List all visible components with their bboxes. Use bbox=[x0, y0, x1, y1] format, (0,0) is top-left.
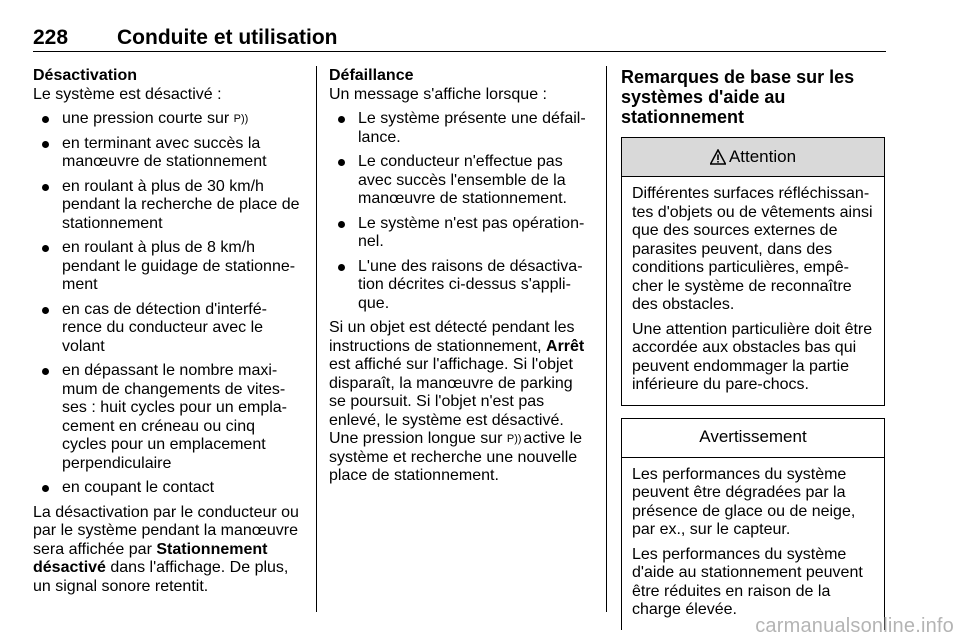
bullet-icon bbox=[42, 184, 49, 191]
bullet-icon bbox=[42, 245, 49, 252]
attention-label: Attention bbox=[728, 146, 797, 166]
park-assist-icon: P)) bbox=[506, 433, 522, 445]
list-item: en dépassant le nombre maxi-mum de changements de vites-ses : huit cycles pour un empla-cement en créneau ou cinq cycles pour un emplacement perpendiculaire bbox=[33, 362, 301, 473]
bullet-icon bbox=[42, 116, 49, 123]
list-item: en roulant à plus de 8 km/h pendant le guidage de stationne-ment bbox=[33, 239, 301, 295]
attention-box bbox=[621, 137, 885, 406]
list-item: en terminant avec succès la manœuvre de stationnement bbox=[33, 135, 301, 172]
failure-list bbox=[329, 110, 593, 313]
deactivation-list bbox=[33, 110, 301, 498]
warning-triangle-icon bbox=[710, 149, 726, 165]
failure-paragraph: Si un objet est détecté pendant les instructions de stationnement, Arrêt est affiché sur l'affichage. Si l'objet disparaît, la manœuvre de parking se poursuit. Si l'objet n'est pas enlevé, le système est désactivé. Une pression longue sur P)) active le système et recherche une nouvelle place de stationnement. bbox=[329, 319, 585, 484]
header-rule bbox=[33, 51, 886, 52]
warning-header bbox=[622, 419, 884, 458]
attention-header bbox=[622, 138, 884, 177]
bullet-icon bbox=[338, 264, 345, 271]
list-item: en roulant à plus de 30 km/h pendant la recherche de place de stationnement bbox=[33, 178, 301, 234]
deactivation-intro: Le système est désactivé : bbox=[33, 85, 222, 103]
list-item: en coupant le contact bbox=[33, 479, 301, 498]
failure-intro: Un message s'affiche lorsque : bbox=[329, 85, 547, 103]
column-failure bbox=[329, 67, 593, 492]
list-item: une pression courte sur P)) bbox=[33, 110, 301, 129]
bullet-icon bbox=[42, 485, 49, 492]
warning-box bbox=[621, 418, 885, 630]
list-item: en cas de détection d'interfé-rence du conducteur avec le volant bbox=[33, 301, 301, 357]
bullet-icon bbox=[42, 368, 49, 375]
list-item: L'une des raisons de désactiva-tion décrites ci-dessus s'appli-que. bbox=[329, 258, 593, 314]
watermark: carmanualsonline.info bbox=[755, 615, 954, 637]
column-divider-2 bbox=[606, 66, 607, 612]
list-item: Le système présente une défail-lance. bbox=[329, 110, 593, 147]
column-deactivation bbox=[33, 67, 301, 602]
column-divider-1 bbox=[316, 66, 317, 612]
deactivation-heading: Désactivation bbox=[33, 67, 138, 84]
page-header bbox=[33, 26, 886, 50]
chapter-title: Conduite et utilisation bbox=[117, 26, 338, 49]
failure-heading: Défaillance bbox=[329, 67, 414, 84]
column-basic-notes bbox=[621, 67, 885, 642]
display-message-text: Stationnement désactivé bbox=[33, 540, 268, 576]
warning-label: Avertissement bbox=[699, 427, 807, 447]
list-item: Le conducteur n'effectue pas avec succès l'ensemble de la manœuvre de stationnement. bbox=[329, 153, 593, 209]
section-title: Remarques de base sur les systèmes d'aide au stationnement bbox=[621, 67, 855, 127]
deactivation-closing: La désactivation par le conducteur ou par le système pendant la manœuvre sera affichée par Stationnement désactivé dans l'affichage. De plus, un signal sonore retentit. bbox=[33, 503, 299, 595]
bullet-icon bbox=[42, 307, 49, 314]
stop-message-text: Arrêt bbox=[546, 337, 585, 355]
page-number: 228 bbox=[33, 26, 69, 49]
bullet-icon bbox=[42, 141, 49, 148]
bullet-icon bbox=[338, 221, 345, 228]
park-assist-icon: P)) bbox=[233, 113, 249, 125]
list-item: Le système n'est pas opération-nel. bbox=[329, 215, 593, 252]
warning-body: Les performances du système peuvent être dégradées par la présence de glace ou de neige, par ex., sur le capteur. Les performances du système d'aide au stationnement peuvent être réduites en raison de la charge élevée. bbox=[632, 465, 863, 618]
bullet-icon bbox=[338, 159, 345, 166]
bullet-icon bbox=[338, 116, 345, 123]
attention-body: Différentes surfaces réfléchissan-tes d'objets ou de vêtements ainsi que des sources externes de parasites peuvent, dans des conditions particulières, empê-cher le système de reconnaître des obstacles. Une attention particulière doit être accordée aux obstacles bas qui peuvent endommager la partie inférieure du pare-chocs. bbox=[632, 185, 873, 393]
